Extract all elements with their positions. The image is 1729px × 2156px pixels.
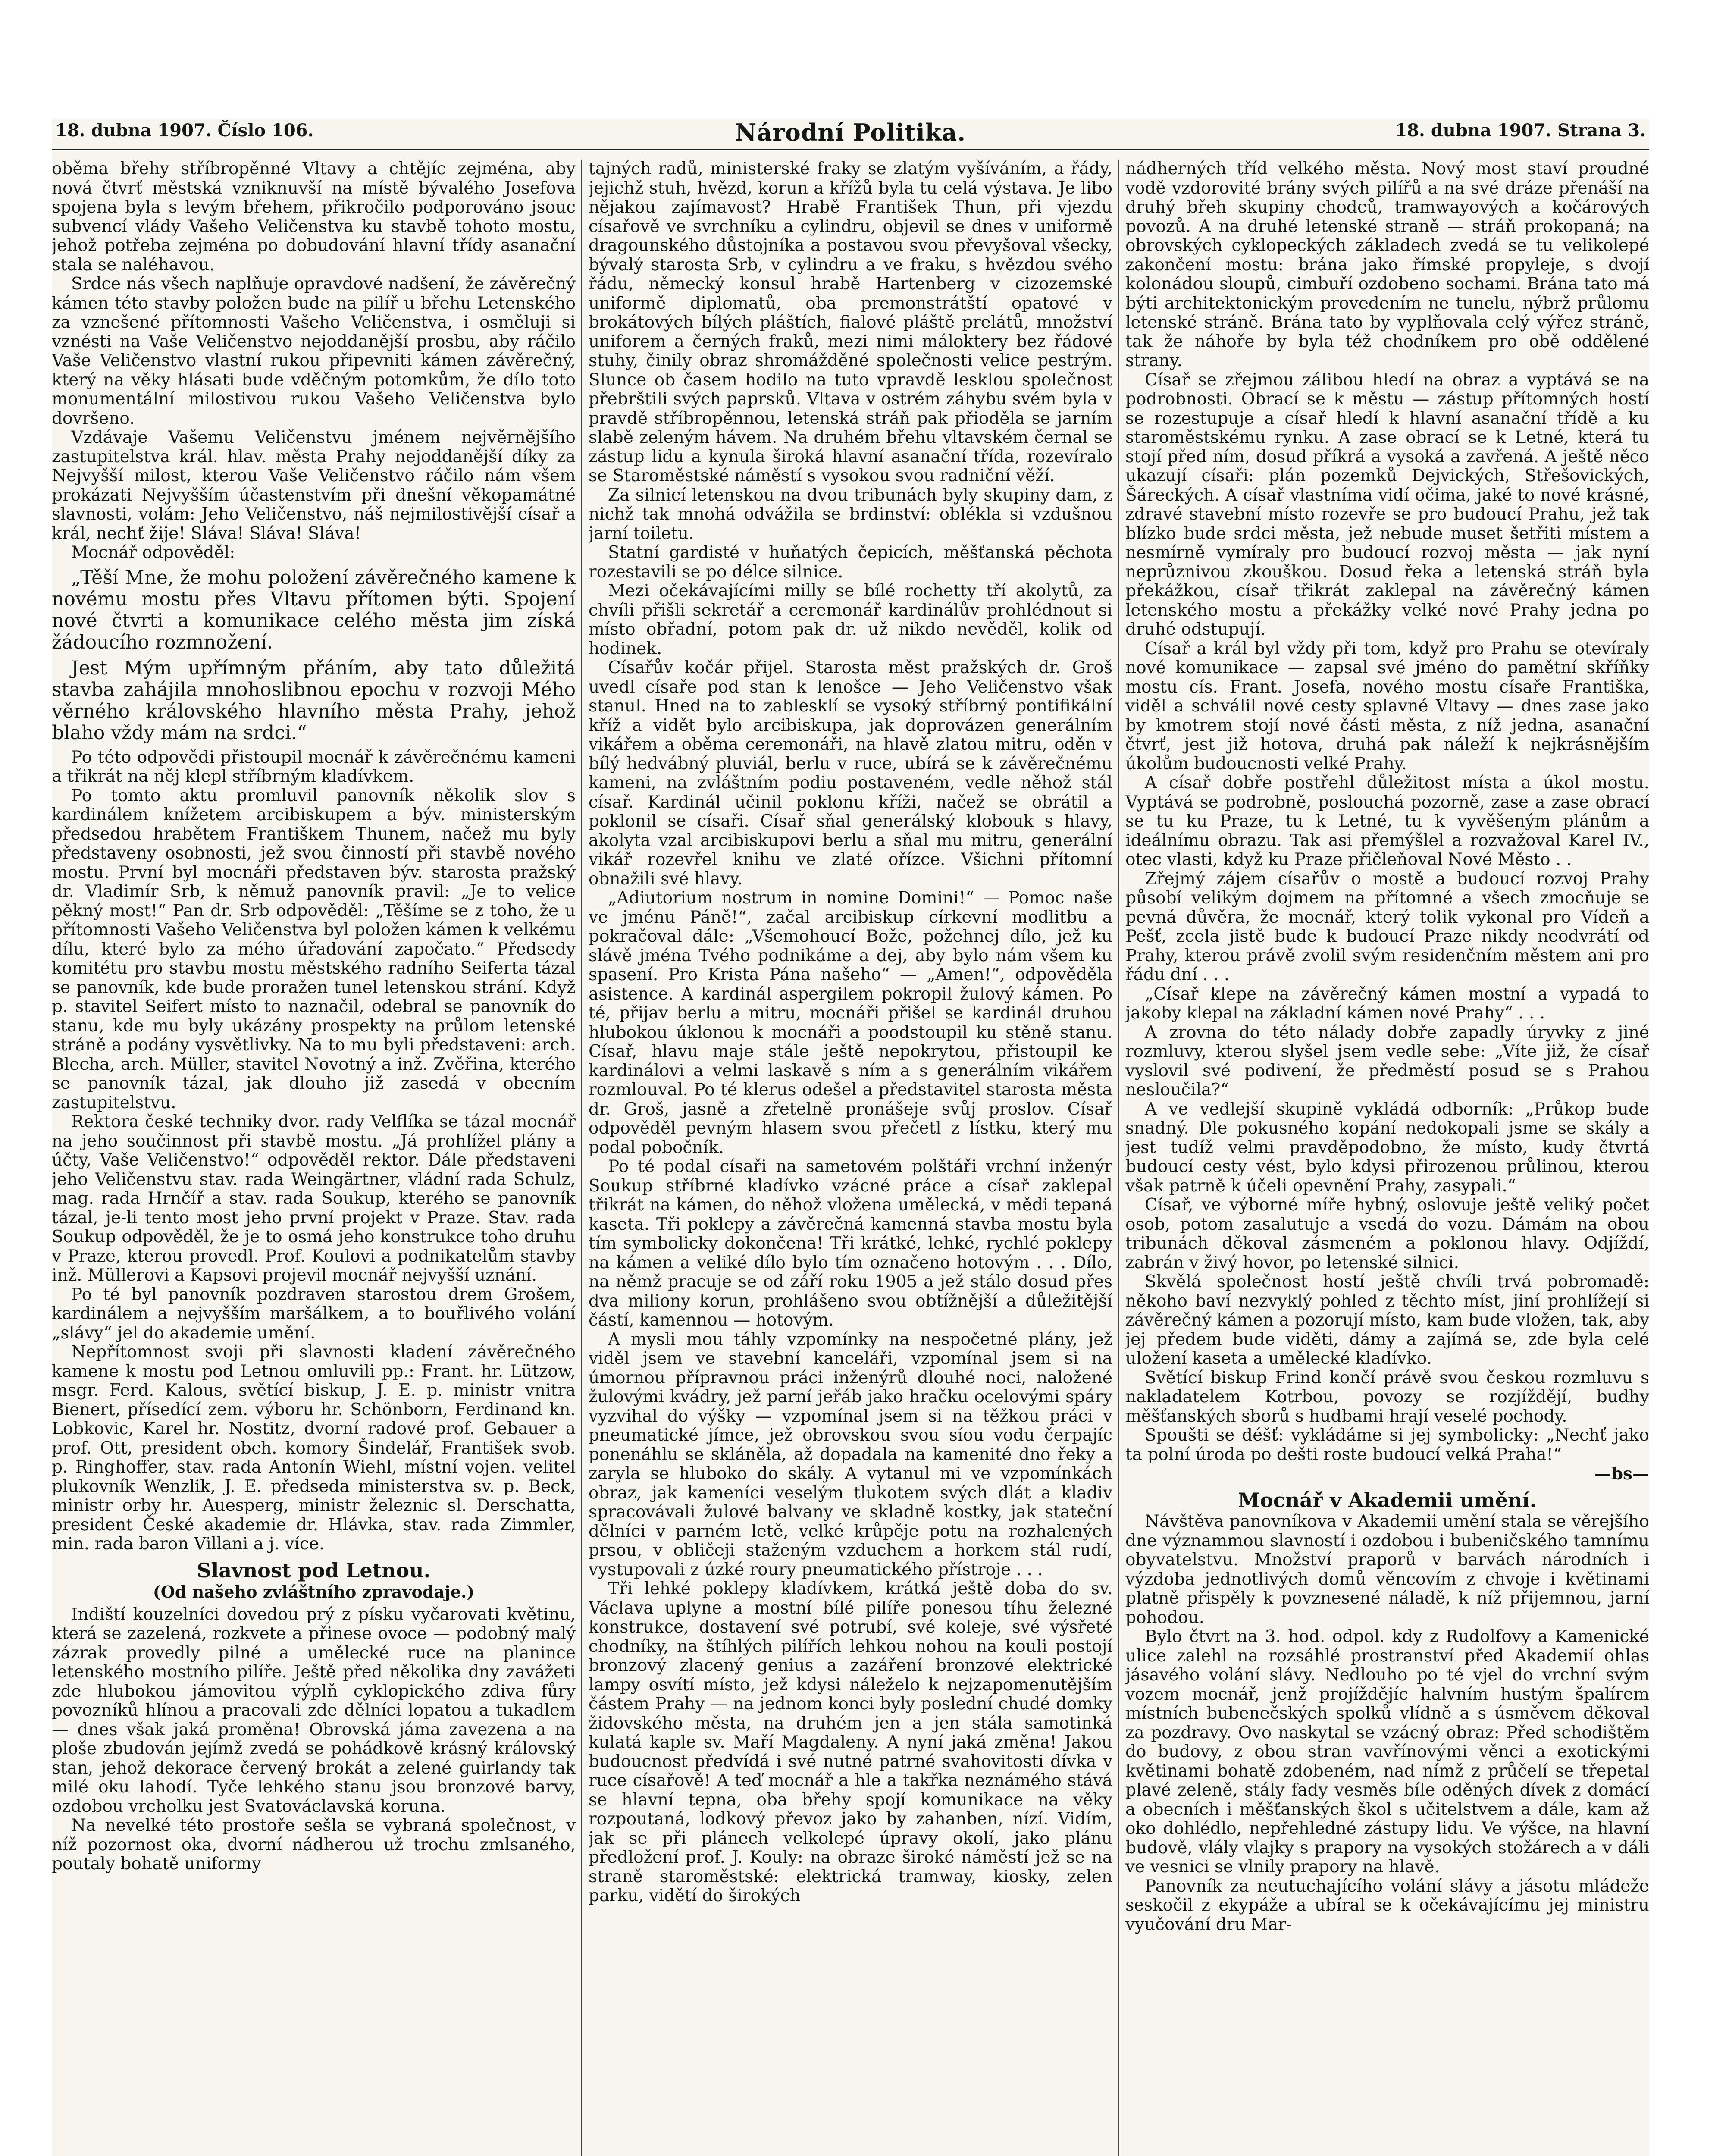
paragraph: Rektora české techniky dvor. rady Velflíka se tázal mocnář na jeho součinnost při stavbě mostu. „Já prohlížel plány a účty, Vaše Veličenstvo!“ odpověděl rektor. Dále představeni jeho Veličenstvu stav. rada Weingärtner, vládní rada Schulz, mag. rada Hrnčíř a stav. rada Soukup, kterého se panovník tázal, je-li tento most jeho první projekt v Praze. Stav. rada Soukup odpověděl, že je to osmá jeho konstrukce toho druhu v Praze, kterou provedl. Prof. Koulovi a podnikatelům stavby inž. Müllerovi a Kapsovi projevil mocnář nejvyšší uznání. [52, 1112, 576, 1285]
paragraph: A mysli mou táhly vzpomínky na nespočetné plány, jež viděl jsem ve stavební kanceláři, vzpomínal jsem si na úmornou přípravnou práci inženýrů dlouhé noci, naložené žulovými kvádry, jež parní jeřáb jako hračku ocelovými spáry vyzvihal do výšky — vzpomínal jsem si na těžkou práci v pneumatické jímce, jež obrovskou svou síou vodu čerpajíc ponenáhlu se skláněla, až dopadala na kamenité dno řeky a zaryla se hluboko do skály. A vytanul mi ve vzpomínkách obraz, jak kameníci veselým tlukotem svých dlát a kladiv spracovávali žulové balvany ve skladně kostky, jak stateční dělníci v parném letě, velké krůpěje potu na rozhalených prsou, v obličeji staženým vzduchem a horkem stál rudí, vystupovali z úzké roury pneumatického přístroje . . . [589, 1329, 1112, 1579]
paragraph: Indiští kouzelníci dovedou prý z písku vyčarovati květinu, která se zazelená, rozkvete a přinese ovoce — podobný malý zázrak provedly pilné a umělecké ruce na planince letenského mostního pilíře. Ještě před několika dny zavážeti zde hlubokou jámovitou výplň cyklopického zdiva fůry povozníků hlínou a pracovali zde dělníci lopatou a tukadlem — dnes však jaká proměna! Obrovská jáma zavezena a na ploše zbudován jejímž zvedá se pohádkově krásný královský stan, jehož dekorace červený brokát a zelené guirlandy tak milé oku lahodí. Tyče lehkého stanu jsou bronzové barvy, ozdobou vrcholku jest Svatováclavská koruna. [52, 1604, 576, 1816]
paragraph: Po této odpovědi přistoupil mocnář k závěrečnému kameni a třikrát na něj klepl stříbrným kladívkem. [52, 747, 576, 786]
masthead-title: Národní Politika. [735, 119, 966, 146]
column-divider [581, 160, 582, 2156]
paragraph: „Císař klepe na závěrečný kámen mostní a vypadá to jakoby klepal na základní kámen nové Prahy“ . . . [1125, 984, 1649, 1023]
paragraph: Po tomto aktu promluvil panovník několik slov s kardinálem knížetem arcibiskupem a býv. ministerským předsedou hrabětem Františkem Thunem, načež mu byly představeny osobnosti, jež svou činností při stavbě nového mostu. První byl mocnáři představen býv. starosta pražský dr. Vladimír Srb, k němuž panovník pravil: „Je to velice pěkný most!“ Pan dr. Srb odpověděl: „Těšíme se z toho, že u přítomnosti Vašeho Veličenstva byl položen kámen k velkému dílu, které bylo za mého úřadování započato.“ Předsedy komitétu pro stavbu mostu městského radního Seiferta tázal se panovník, kde bude proražen tunel letenskou strání. Když p. stavitel Seifert místo to naznačil, odebral se panovník do stanu, kde mu byly ukázány prospekty na průlom letenské stráně a podány vysvětlivky. Na to mu byli představeni: arch. Blecha, arch. Müller, stavitel Novotný a inž. Zvěřina, kterého se panovník tázal, jak dlouho již zasedá v obecním zastupitelstvu. [52, 786, 576, 1112]
paragraph: A zrovna do této nálady dobře zapadly úryvky z jiné rozmluvy, kterou slyšel jsem vedle sebe: „Víte již, že císař vyslovil své podivení, že předměstí posud se s Prahou nesloučila?“ [1125, 1022, 1649, 1100]
paragraph: Císař se zřejmou zálibou hledí na obraz a vyptává se na podrobnosti. Obrací se k městu — zástup přítomných hostí se rozestupuje a císař hledí k hlavní asanační třídě a ku staroměstskému rynku. A zase obrací se k Letné, která tu stojí před ním, dosud příkrá a vysoká a zavřená. A ještě něco ukazují císaři: plán pozemků Dejvických, Střešovických, Šáreckých. A císař vlastníma vidí očima, jaké to nové krásné, zdravé stavební místo rozevře se pro budoucí Prahu, jež tak blízko bude srdci města, jež nebude muset šetřiti místem a nesmírně vymíraly pro budoucí rozvoj města — jak nyní neprůznivou zkouškou. Dosud řeka a letenská stráň byla překážkou, císař třikrát zaklepal na závěrečný kámen letenského mostu a překážky velké nové Prahy jedna po druhé odstupují. [1125, 370, 1649, 639]
paragraph: nádherných tříd velkého města. Nový most staví proudné vodě vzdorovité brány svých pilířů a na své dráze přenáší na druhý břeh skupiny chodců, tramwayových a kočárových povozů. A na druhé letenské straně — stráň prokopaná; na obrovských cyklopeckých základech zvedá se tu velikolepé zakončení mostu: brána jako římské propyleje, s dvojí kolonádou sloupů, cimbuří ozdobeno sochami. Brána tato má býti architektonickým provedením ne tunelu, nýbrž průlomu letenské stráně. Brána tato by vyplňovala celý výřez stráně, tak že náhoře by byla též chodníkem pro obě oddělené strany. [1125, 160, 1649, 370]
section-heading: Mocnář v Akademii umění. [1238, 1488, 1537, 1512]
section-heading: Slavnost pod Letnou. [197, 1558, 431, 1582]
page-header [52, 119, 1649, 157]
paragraph: Císař, ve výborné míře hybný, oslovuje ještě veliký počet osob, potom zasalutuje a vsedá do vozu. Dámám na obou tribunách děkoval zásmeném a poklonou hlavy. Odjíždí, zabrán v živý hovor, po letenské silnici. [1125, 1195, 1649, 1272]
paragraph: Císař a král byl vždy při tom, když pro Prahu se otevíraly nové komunikace — zapsal své jméno do pamětní skříňky mostu cís. Frant. Josefa, nového mostu císaře Františka, viděl a schválil nové cesty splavné Vltavy — dnes zase jako by kmotrem stojí nové části města, z níž jedna, asanační čtvrť, jest již hotova, druhá pak náleží k nejkrásnějším úkolům budoucnosti velké Prahy. [1125, 639, 1649, 774]
emperor-speech: „Těší Mne, že mohu položení závěrečného kamene k novému mostu přes Vltavu přítomen býti. Spojení nové čtvrti a komunikace celého města jim získá žádoucího rozmnožení. [52, 566, 576, 653]
newspaper-page [52, 119, 1649, 2156]
paragraph: Císařův kočár přijel. Starosta měst pražských dr. Groš uvedl císaře pod stan k lenošce — Jeho Veličenstvo však stanul. Hned na to zablesklí se vysoký stříbrný pontifikální kříž a vidět bylo arcibiskupa, jak doprovázen generálním vikářem a oběma ceremonáři, na hlavě zlatou mitru, oděn v bílý hedvábný pluviál, berlu v ruce, ubírá se k závěrečnému kameni, na zvláštním podiu postaveném, vedle něhož stál císař. Kardinál učinil poklonu kříži, načež se obrátil a poklonil se císaři. Císař sňal generálský klobouk s hlavy, akolyta vzal arcibiskupovi berlu a sňal mu mitru, generální vikář rozevřel knihu ve zlaté ořízce. Všichni přítomní obnažili své hlavy. [589, 658, 1112, 889]
paragraph: Statní gardisté v huňatých čepicích, měšťanská pěchota rozestavili se po délce silnice. [589, 543, 1112, 582]
emperor-speech: Jest Mým upřímným přáním, aby tato důležitá stavba zahájila mnohoslibnou epochu v rozvoji Mého věrného královského hlavního města Prahy, jehož blaho vždy mám na srdci.“ [52, 657, 576, 744]
paragraph: „Adiutorium nostrum in nomine Domini!“ — Pomoc naše ve jménu Páně!“, začal arcibiskup církevní modlitbu a pokračoval dále: „Všemohoucí Bože, požehnej dílo, jež ku slávě jména Tvého podnikáme a dej, aby bylo nám všem ku spasení. Pro Krista Pána našeho“ — „Amen!“, odpověděla asistence. A kardinál aspergilem pokropil žulový kámen. Po té, přijav berlu a mitru, mocnáři přišel se kardinál druhou hlubokou úklonou k mocnáři a poodstoupil ku stěně stanu. Císař, hlavu maje stále ještě nepokrytou, přistoupil ke kardinálovi a velmi laskavě s ním a s generálním vikářem rozmlouval. Po té klerus odešel a představitel starosta města dr. Groš, jasně a zřetelně pronášeje svůj proslov. Císař odpověděl pevným hlasem svou přečetl z lístku, který mu podal pobočník. [589, 888, 1112, 1157]
paragraph: Světící biskup Frind končí právě svou českou rozmluvu s nakladatelem Kotrbou, povozy se rozjíždějí, budhy měšťanských sborů s hudbami hrají veselé pochody. [1125, 1368, 1649, 1426]
paragraph: A ve vedlejší skupině vykládá odborník: „Průkop bude snadný. Dle pokusného kopání nedokopali jsme se skály a jest tudíž velmi pravděpodobno, že místo, kudy čtvrtá budoucí cesty vést, bylo kdysi přirozenou průlinou, kterou však patrně k účeli opevnění Prahy, zasypali.“ [1125, 1099, 1649, 1196]
paragraph: Srdce nás všech naplňuje opravdové nadšení, že závěrečný kámen této stavby položen bude na pilíř u břehu Letenského za vznešené přítomnosti Vašeho Veličenstva, i osměluji si vznésti na Vaše Veličenstvo nejoddanější prosbu, aby ráčilo Vaše Veličenstvo vlastní rukou připevniti kámen závěrečný, který na věky hlásati bude vděčným potomkům, že dílo toto monumentální milostivou rukou Vašeho Veličenstva bylo dovršeno. [52, 274, 576, 428]
paragraph: Po té podal císaři na sametovém polštáři vrchní inženýr Soukup stříbrné kladívko vzácné práce a císař zaklepal třikrát na kámen, do něhož vložena umělecká, v mědi tepaná kaseta. Tři poklepy a závěrečná kamenná stavba mostu byla tím symbolicky dokončena! Tři krátké, lehké, rychlé poklepy na kámen a veliké dílo bylo tím označeno hotovým . . . Dílo, na němž pracuje se od září roku 1905 a jež stálo dosud přes dva miliony korun, prohlášeno svou obtížnější a důležitější částí, kamennou — hotovým. [589, 1157, 1112, 1330]
paragraph: Bylo čtvrt na 3. hod. odpol. kdy z Rudolfovy a Kamenické ulice zalehl na rozsáhlé prostranství před Akademií ohlas jásavého volání slávy. Nedlouho po té vjel do vrchní svým vozem mocnář, jenž projíždějíc halvním hustým špalírem místních bubenečských spolků vlídně a s úsměvem děkoval za pozdravy. Ovo naskytal se vzácný obraz: Před schodištěm do budovy, z obou stran vavřínovými věnci a exotickými květinami bohatě zdobeném, nad nímž z průčelí se třepetal plavé zeleně, stály fady vesměs bíle oděných dívek z domácí a obecních i měšťanských škol s učitelstvem a dále, kam až oko dohlédlo, nepřehledné zástupy lidu. Ve výšce, na hlavní budově, vlály vlajky s prapory na vysokých stožárech a v dáli ve vesnici se vlnily prapory na hlavě. [1125, 1627, 1649, 1877]
header-rule [52, 149, 1649, 150]
header-date-issue: 18. dubna 1907. Číslo 106. [55, 120, 314, 141]
paragraph: Spoušti se déšť: vykládáme si jej symbolicky: „Nechť jako ta polní úroda po dešti roste budoucí velká Praha!“ [1125, 1426, 1649, 1464]
paragraph: Vzdávaje Vašemu Veličenstvu jménem nejvěrnějšího zastupitelstva král. hlav. města Prahy nejoddanější díky za Nejvyšší milost, kterou Vaše Veličenstvo ráčilo nám všem prokázati Nejvyšším účastenstvím při dnešní věkopamátné slavnosti, volám: Jeho Veličenstvo, náš nejmilostivější císař a král, nechť žije! Sláva! Sláva! Sláva! [52, 428, 576, 543]
paragraph: Mocnář odpověděl: [71, 543, 235, 562]
paragraph: Panovník za neutuchajícího volání slávy a jásotu mládeže seskočil z ekypáže a ubíral se k očekávajícímu jej ministru vyučování dru Mar- [1125, 1876, 1649, 1934]
paragraph: Nepřítomnost svoji při slavnosti kladení závěrečného kamene k mostu pod Letnou omluvili pp.: Frant. hr. Lützow, msgr. Ferd. Kalous, světící biskup, J. E. p. ministr vnitra Bienert, přísedící zem. výboru hr. Schönborn, Ferdinand kn. Lobkovic, Karel hr. Nostitz, dvorní radové prof. Gebauer a prof. Ott, president obch. komory Šindelář, František svob. p. Ringhoffer, stav. rada Antonín Wiehl, místní vojen. velitel plukovník Wenzlik, J. E. předseda ministerstva sv. p. Beck, ministr orby hr. Auesperg, ministr železnic sl. Derschatta, president České akademie dr. Hlávka, stav. rada Zimmler, min. rada baron Villani a j. více. [52, 1342, 576, 1554]
paragraph: Skvělá společnost hostí ještě chvíli trvá pobromadě: někoho baví nezvyklý pohled z těchto míst, jiní prohlížejí si závěrečný kámen a pozorují místo, kam bude vložen, tak, aby jej předem bude viděti, dámy a zajímá se, zde byla celé uložení kaseta a umělecké kladívko. [1125, 1272, 1649, 1368]
paragraph: Mezi očekávajícími milly se bílé rochetty tří akolytů, za chvíli přišli sekretář a ceremonář kardinálův prohlédnout si místo obřadní, potom pak dr. už nikdo nevěděl, kolik od hodinek. [589, 581, 1112, 658]
column-divider [1118, 160, 1119, 2156]
paragraph: Na nevelké této prostoře sešla se vybraná společnost, v níž pozornost oka, dvorní nádherou už trochu zmlsaného, poutaly bohatě uniformy [52, 1816, 576, 1874]
section-subheading: (Od našeho zvláštního zpravodaje.) [153, 1582, 475, 1601]
column-3 [1125, 160, 1649, 2156]
header-date-page: 18. dubna 1907. Strana 3. [1395, 120, 1646, 141]
column-2 [589, 160, 1112, 2156]
paragraph: oběma břehy stříbropěnné Vltavy a chtějíc zejména, aby nová čtvrť městská vzniknuvší na místě bývalého Josefova spojena byla s levým břehem, přikročilo podporováno jsouc subvencí vlády Vašeho Veličenstva ku stavbě tohoto mostu, jehož potřeba zejména po dobudování hlavní třídy asanační stala se naléhavou. [52, 160, 576, 275]
author-signature: —bs— [1594, 1464, 1649, 1484]
paragraph: Po té byl panovník pozdraven starostou drem Grošem, kardinálem a nejvyšším maršálkem, a to bouřlivého volání „slávy“ jel do akademie umění. [52, 1285, 576, 1343]
paragraph: Za silnicí letenskou na dvou tribunách byly skupiny dam, z nichž tak mnohá odvážila se brdinství: oblékla si vzdušnou jarní toiletu. [589, 485, 1112, 543]
paragraph: tajných radů, ministerské fraky se zlatým vyšíváním, a řády, jejichž stuh, hvězd, korun a křížů byla tu celá výstava. Je libo nějakou zajímavost? Hrabě František Thun, při vjezdu císařově ve svrchníku a cylindru, objevil se dnes v uniformě dragounského důstojníka a postavou svou převyšoval všecky, bývalý starosta Srb, v cylindru a ve fraku, s hvězdou svého řádu, německý konsul hrabě Hartenberg v cizozemské uniformě diplomatů, oba premonstrátští opatové v brokátových bílých pláštích, fialové pláště prelátů, množství uniforem a černých fraků, mezi nimi máloktery bez řádové stuhy, činily obraz shromážděné společnosti velice pestrým. Slunce ob časem hodilo na tuto vpravdě lesklou společnost přebrštili svých paprsků. Vltava v ostrém záhybu svém byla v pravdě stříbropěnnou, letenská stráň pak přioděla se jarním slabě zeleným hávem. Na druhém břehu vltavském černal se zástup lidu a kynula široká hlavní asanační třída, rozevíralo se Staroměstské náměstí s vysokou svou radniční věží. [589, 160, 1112, 486]
paragraph: A císař dobře postřehl důležitost místa a úkol mostu. Vyptává se podrobně, poslouchá pozorně, zase a zase obrací se tu ku Praze, tu k Letné, tu k vyvěšeným plánům a ideálnímu obrazu. Tak asi přemýšlel a rozvažoval Karel IV., otec vlasti, když ku Praze přičleňoval Nové Město . . [1125, 773, 1649, 869]
paragraph: Návštěva panovníkova v Akademii umění stala se věrejšího dne význammou slavností i ozdobou i bubeničského tamnímu obyvatelstvu. Množství praporů v barvách národních i výzdoba jednotlivých domů věncovím z chvoje i květinami platně přispěly k povznesené náladě, k níž přijemnou, jarní pohodou. [1125, 1512, 1649, 1627]
paragraph: Zřejmý zájem císařův o mostě a budoucí rozvoj Prahy působí velikým dojmem na přítomné a všech zmocňuje se pevná důvěra, že mocnář, který tolik vykonal pro Vídeň a Pešť, zcela jistě bude k budoucí Praze nikdy neodvrátí od Prahy, kterou právě zvolil svým residenčním městem ani pro řádu dní . . . [1125, 869, 1649, 984]
column-1 [52, 160, 576, 2156]
paragraph: Tři lehké poklepy kladívkem, krátká ještě doba do sv. Václava uplyne a mostní bílé pilíře ponesou tíhu železné konstrukce, dostavení své potrubí, své koleje, své výsřeté chodníky, na štíhlých pilířích lehkou nohou na kouli postojí bronzový zlacený genius a zazáření bronzové elektrické lampy osvítí místo, jež kdysi náleželo k nejzapomenutějším částem Prahy — na jednom konci byly poslední chudé domky židovského města, na druhém jen a jen stála samotinká kulatá kaple sv. Maří Magdaleny. A nyní jaká změna! Jakou budoucnost předvídá i své nutné patrné svahovitosti dívka v ruce císařově! A teď mocnář a hle a takřka neznámého stává se hlavní tepna, oba břehy spojí komunikace na věky rozpoutaná, lodkový převoz jako by zahanben, nízí. Vidím, jak se při plánech velkolepé úpravy okolí, jako plánu předložení prof. J. Kouly: na obraze široké náměstí jež se na straně staroměstské: elektrická tramway, kiosky, zelen parku, vidětí do širokých [589, 1579, 1112, 1905]
article-columns [52, 160, 1649, 2156]
